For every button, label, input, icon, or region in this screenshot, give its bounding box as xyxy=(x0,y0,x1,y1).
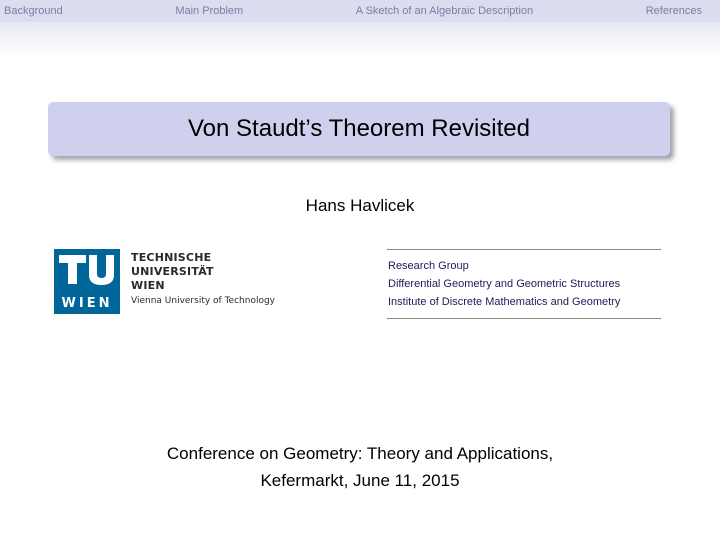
affiliation-bottom-rule xyxy=(387,318,661,319)
navigation-bar xyxy=(0,0,720,22)
conference-name: Conference on Geometry: Theory and Applications, xyxy=(166,444,554,463)
university-name xyxy=(131,251,275,308)
navigation-band xyxy=(0,22,720,58)
affiliation-line-2: Differential Geometry and Geometric Structures xyxy=(388,278,621,290)
nav-item-background[interactable]: Background xyxy=(4,5,63,17)
nav-item-references[interactable]: References xyxy=(645,5,702,17)
university-line-3: WIEN xyxy=(131,279,165,292)
conference-place-date: Kefermarkt, June 11, 2015 xyxy=(260,471,460,490)
university-line-1: TECHNISCHE xyxy=(131,251,212,264)
title-box xyxy=(48,102,670,156)
affiliation-line-1: Research Group xyxy=(388,260,469,272)
affiliation-block xyxy=(387,249,661,319)
university-subtitle: Vienna University of Technology xyxy=(131,296,275,306)
nav-item-main-problem[interactable]: Main Problem xyxy=(175,5,244,17)
tu-wien-logo-icon xyxy=(54,249,120,314)
svg-text:WIEN: WIEN xyxy=(61,296,113,311)
presentation-title: Von Staudt’s Theorem Revisited xyxy=(188,115,530,142)
nav-item-algebraic-sketch[interactable]: A Sketch of an Algebraic Description xyxy=(355,5,534,17)
author-name: Hans Havlicek xyxy=(305,196,415,215)
university-line-2: UNIVERSITÄT xyxy=(131,265,214,278)
conference-info xyxy=(0,440,720,494)
affiliation-line-3: Institute of Discrete Mathematics and Geometry xyxy=(388,296,621,308)
